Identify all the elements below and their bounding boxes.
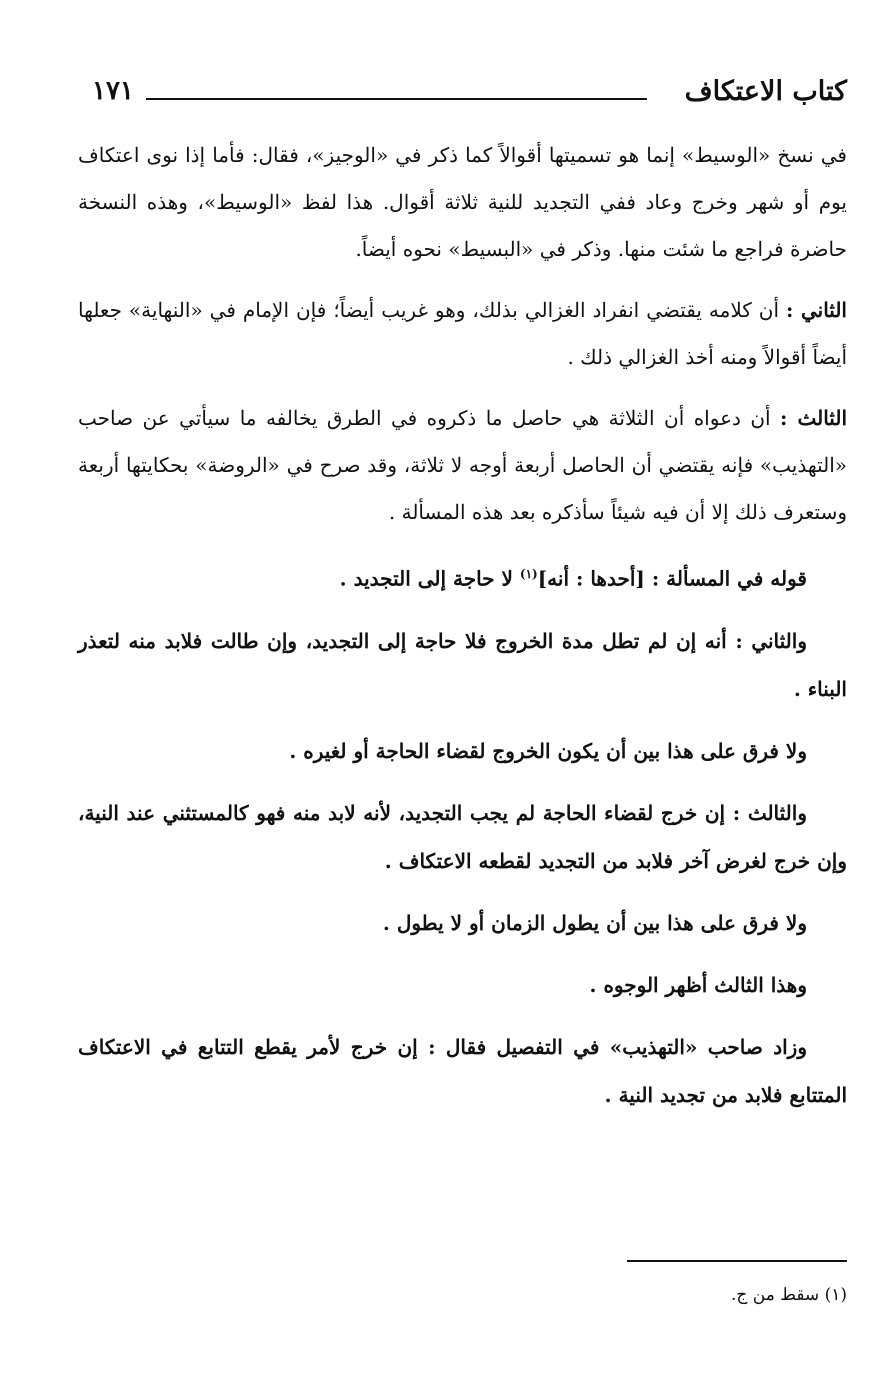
chapter-title: كتاب الاعتكاف [684, 76, 847, 107]
paragraph-4 [78, 550, 847, 603]
footnote-reference[interactable]: (١) [519, 567, 538, 581]
paragraph-5 [78, 617, 847, 713]
paragraph-text: ولا فرق على هذا بين أن يكون الخروج لقضاء الحاجة أو لغيره . [289, 738, 807, 763]
paragraph-2 [78, 287, 847, 381]
paragraph-text: وهذا الثالث أظهر الوجوه . [589, 972, 807, 997]
paragraph-6 [78, 727, 847, 775]
footnote: (١) سقط من ج. [730, 1285, 847, 1305]
paragraph-text: لا حاجة إلى التجديد . [339, 566, 520, 591]
paragraph-lead: الثالث : [780, 406, 847, 430]
paragraph-text: أن كلامه يقتضي انفراد الغزالي بذلك، وهو غريب أيضاً؛ فإن الإمام في «النهاية» جعلها أيضاً أقوالاً ومنه أخذ الغزالي ذلك . [78, 298, 847, 369]
paragraph-text: في نسخ «الوسيط» إنما هو تسميتها أقوالاً كما ذكر في «الوجيز»، فقال: فأما إذا نوى اعتكاف يوم أو شهر وخرج وعاد ففي التجديد للنية ثلاثة أقوال. هذا لفظ «الوسيط»، وهذه النسخة حاضرة فراجع ما شئت منها. وذكر في «البسيط» نحوه أيضاً. [78, 143, 847, 261]
paragraph-1 [78, 132, 847, 273]
paragraph-text: ولا فرق على هذا بين أن يطول الزمان أو لا يطول . [382, 910, 807, 935]
paragraph-7 [78, 789, 847, 885]
paragraph-text: قوله في المسألة : [أحدها : أنه] [537, 566, 807, 591]
main-text [78, 132, 847, 1133]
paragraph-lead: الثاني : [786, 298, 847, 322]
header-rule [146, 98, 647, 100]
paragraph-text: أن دعواه أن الثلاثة هي حاصل ما ذكروه في الطرق يخالفه ما سيأتي عن صاحب «التهذيب» فإنه يقتضي أن الحاصل أربعة أوجه لا ثلاثة، وقد صرح في «الروضة» بحكايتها أربعة وستعرف ذلك إلا أن فيه شيئاً سأذكره بعد هذه المسألة . [78, 406, 847, 524]
footnote-separator [627, 1260, 847, 1262]
paragraph-text: وزاد صاحب «التهذيب» في التفصيل فقال : إن خرج لأمر يقطع التتابع في الاعتكاف المتتابع فلابد من تجديد النية . [78, 1034, 847, 1107]
paragraph-10 [78, 1023, 847, 1119]
paragraph-text: والثاني : أنه إن لم تطل مدة الخروج فلا حاجة إلى التجديد، وإن طالت فلابد منه لتعذر البناء . [78, 628, 847, 701]
running-header [92, 68, 847, 118]
paragraph-8 [78, 899, 847, 947]
paragraph-9 [78, 961, 847, 1009]
page-number: ١٧١ [92, 76, 134, 106]
paragraph-3 [78, 395, 847, 536]
paragraph-text: والثالث : إن خرج لقضاء الحاجة لم يجب التجديد، لأنه لابد منه فهو كالمستثني عند النية، وإن خرج لغرض آخر فلابد من التجديد لقطعه الاعتكاف . [78, 800, 847, 873]
